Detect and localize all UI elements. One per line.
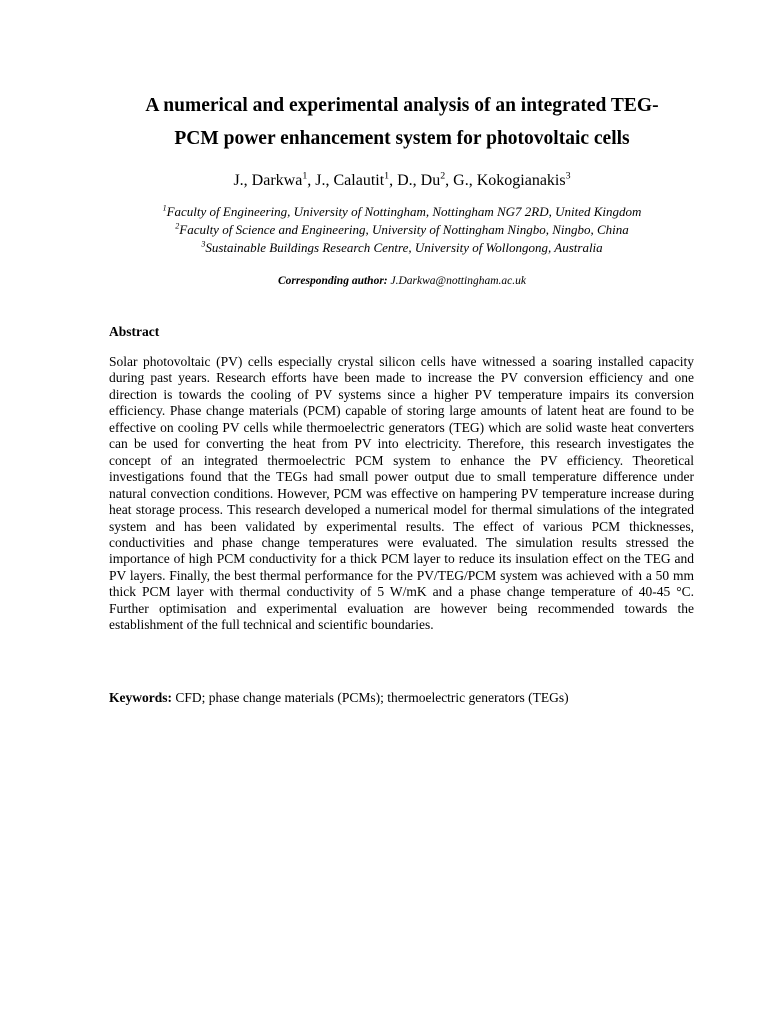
author-list: J., Darkwa$^1$, J., Calautit$^1$, D., Du$^2$, G., Kokogianakis$^3$ — [233, 170, 571, 189]
paper-title-line-2: PCM power enhancement system for photovoltaic cells — [174, 128, 630, 149]
affiliation-1 — [100, 204, 704, 220]
author-affiliation-mark: 1 — [384, 170, 390, 182]
affiliation-text: Faculty of Science and Engineering, University of Nottingham Ningbo, Ningbo, China — [179, 222, 629, 237]
abstract-body: Solar photovoltaic (PV) cells especially crystal silicon cells have witnessed a soaring installed capacity during past years. Research efforts have been made to increase the PV conversion efficiency and one direction is towards the cooling of PV systems since a higher PV temperature impairs its conversion efficiency. Phase change materials (PCM) capable of storing large amounts of latent heat are found to be effective on cooling PV cells while thermoelectric generators (TEG) which are solid waste heat converters can be used for converting the heat from PV into electricity. Therefore, this research investigates the concept of an integrated thermoelectric PCM system to enhance the PV efficiency. Theoretical investigations found that the TEGs had small power output due to small temperature difference under natural convection conditions. However, PCM was effective on hampering PV temperature increase during heat storage process. This research developed a numerical model for thermal simulations of the integrated system and has been validated by experimental results. The effect of various PCM thicknesses, conductivities and phase change temperatures were evaluated. The simulation results stressed the importance of high PCM conductivity for a thick PCM layer to reduce its insulation effect on the TEG and PV layers. Finally, the best thermal performance for the PV/TEG/PCM system was achieved with a 50 mm thick PCM layer with thermal conductivity of 5 W/mK and a phase change temperature of 40-45 °C. Further optimisation and experimental evaluation are however being recommended towards the establishment of the full technical and scientific boundaries. — [109, 354, 694, 633]
author-name: D., Du — [397, 172, 441, 189]
keywords — [109, 690, 694, 706]
affiliation-mark: 2 — [175, 221, 180, 231]
corresponding-author-email: J.Darkwa@nottingham.ac.uk — [390, 275, 526, 287]
keywords-text: CFD; phase change materials (PCMs); thermoelectric generators (TEGs) — [175, 690, 569, 705]
author-affiliation-mark: 2 — [440, 170, 446, 182]
author-name: G., Kokogianakis — [453, 172, 566, 189]
affiliation-2 — [100, 222, 704, 238]
affiliation-mark: 3 — [201, 239, 206, 249]
corresponding-author-label: Corresponding author: — [278, 275, 388, 287]
corresponding-author — [100, 274, 704, 289]
affiliation-mark: 1 — [162, 203, 167, 213]
author-affiliation-mark: 3 — [565, 170, 571, 182]
abstract-heading: Abstract — [109, 324, 160, 339]
paper-title-line-1: A numerical and experimental analysis of an integrated TEG- — [145, 95, 659, 116]
affiliation-3 — [100, 240, 704, 256]
author-name: J., Calautit — [315, 172, 385, 189]
affiliation-text: Sustainable Buildings Research Centre, University of Wollongong, Australia — [205, 240, 603, 255]
affiliation-text: Faculty of Engineering, University of Nottingham, Nottingham NG7 2RD, United Kingdom — [166, 204, 642, 219]
author-name: J., Darkwa — [233, 172, 303, 189]
keywords-label: Keywords: — [109, 690, 172, 705]
author-affiliation-mark: 1 — [302, 170, 308, 182]
